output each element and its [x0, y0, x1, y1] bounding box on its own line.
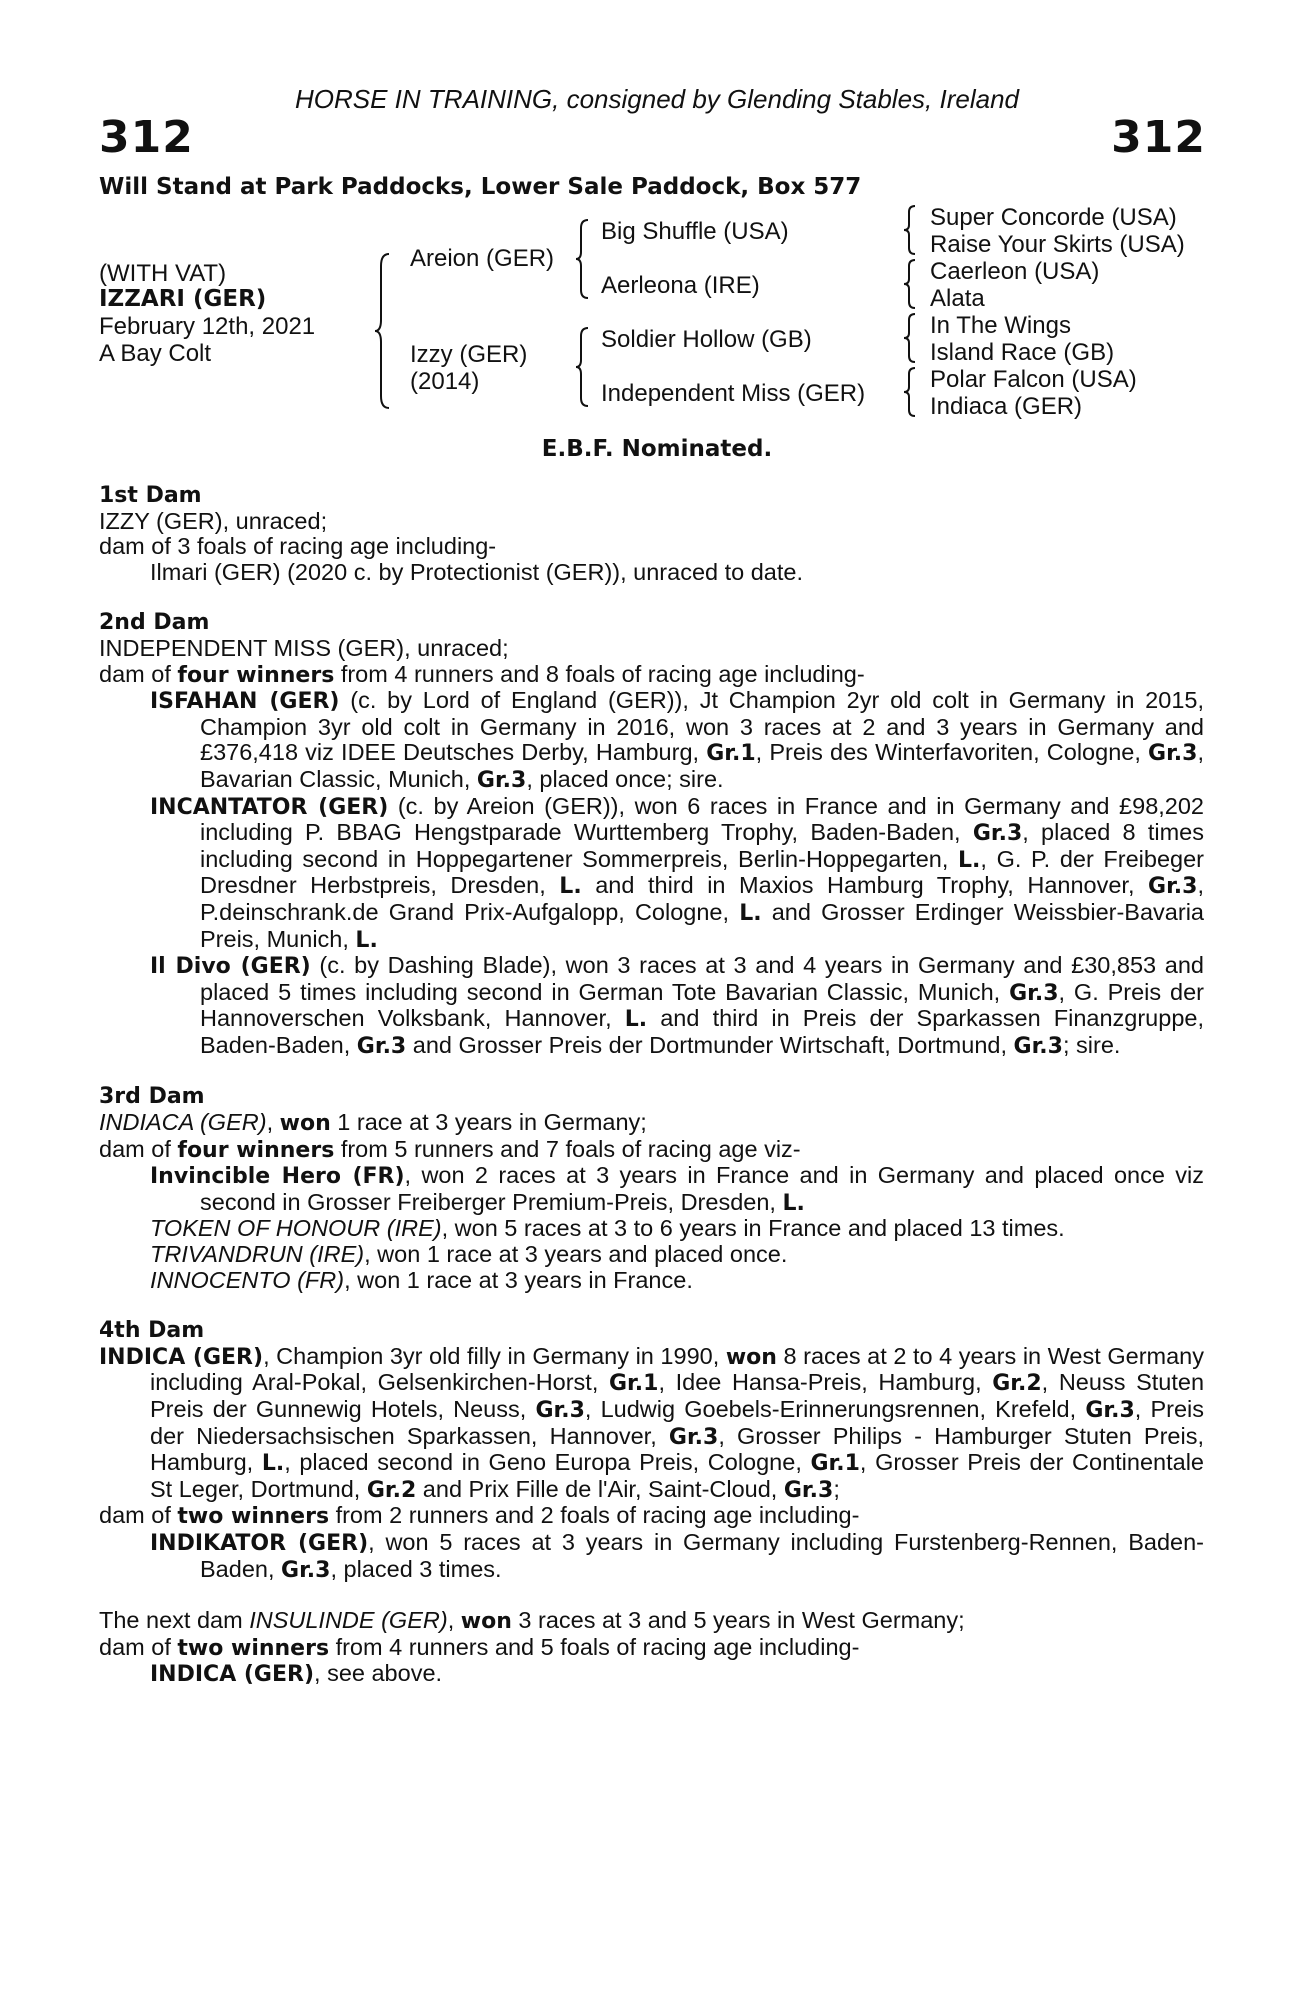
- catalogue-header: HORSE IN TRAINING, consigned by Glending Stables, Ireland: [295, 84, 1019, 114]
- section-heading: 1st Dam: [99, 483, 202, 508]
- dam-line: INDEPENDENT MISS (GER), unraced;: [99, 634, 509, 661]
- lot-number-left: 312: [99, 112, 194, 163]
- produce-entry: Ilmari (GER) (2020 c. by Protectionist (GER)), unraced to date.: [150, 558, 804, 585]
- produce-entry: INDIKATOR (GER), won 5 races at 3 years in Germany including Furstenberg-Rennen, Baden-Baden, Gr.3, placed 3 times.: [150, 1528, 1204, 1583]
- pedigree-brace-dam: [576, 326, 592, 408]
- pedigree-brace-sire: [576, 218, 592, 300]
- ped-dss: In The Wings: [930, 312, 1071, 339]
- dam-produce-line: dam of 3 foals of racing age including-: [99, 533, 497, 560]
- pedigree-brace-dd: [904, 366, 918, 418]
- produce-entry: Il Divo (GER) (c. by Dashing Blade), won 3 races at 3 and 4 years in Germany and £30,853 and placed 5 times including second in German Tote Bavarian Classic, Munich, Gr.3, G. Preis der Hannoverschen Volksbank, Hannover, L. and third in Preis der Sparkassen Finanzgruppe, Baden-Baden, Gr.3 and Grosser Preis der Dortmunder Wirtschaft, Dortmund, Gr.3; sire.: [150, 952, 1204, 1059]
- stand-location: Will Stand at Park Paddocks, Lower Sale Paddock, Box 577: [99, 174, 862, 200]
- horse-dob: February 12th, 2021: [99, 313, 316, 340]
- sire-name: Areion (GER): [410, 245, 555, 272]
- third-dam-section: [99, 1084, 1204, 1293]
- horse-vat: (WITH VAT): [99, 260, 227, 287]
- dam-produce-line: dam of two winners from 4 runners and 5 foals of racing age including-: [99, 1633, 860, 1661]
- next-dam-section: [99, 1608, 1204, 1688]
- produce-entry: TOKEN OF HONOUR (IRE), won 5 races at 3 to 6 years in France and placed 13 times.: [150, 1215, 1065, 1242]
- pedigree-brace-ds: [904, 312, 918, 364]
- section-heading: 3rd Dam: [99, 1084, 205, 1110]
- ped-dds: Polar Falcon (USA): [930, 366, 1137, 393]
- dam-produce-line: dam of four winners from 5 runners and 7 foals of racing age viz-: [99, 1135, 801, 1163]
- dam-dam: Independent Miss (GER): [601, 380, 866, 407]
- pedigree-brace-main: [375, 252, 397, 410]
- family-body: [99, 483, 1204, 1688]
- dam-line: The next dam INSULINDE (GER), won 3 races at 3 and 5 years in West Germany;: [99, 1607, 965, 1635]
- section-heading: 2nd Dam: [99, 610, 210, 636]
- produce-entry: INCANTATOR (GER) (c. by Areion (GER)), won 6 races in France and in Germany and £98,202 including P. BBAG Hengstparade Wurttemberg Trophy, Baden-Baden, Gr.3, placed 8 times including second in Hoppegartener Sommerpreis, Berlin-Hoppegarten, L., G. P. der Freibeger Dresdner Herbstpreis, Dresden, L. and third in Maxios Hamburg Trophy, Hannover, Gr.3, P.deinschrank.de Grand Prix-Aufgalopp, Cologne, L. and Grosser Erdinger Weissbier-Bavaria Preis, Munich, L.: [150, 792, 1205, 953]
- dam-produce-line: dam of two winners from 2 runners and 2 foals of racing age including-: [99, 1502, 860, 1530]
- lot-number-right: 312: [1111, 112, 1206, 163]
- dam-year: (2014): [410, 368, 480, 395]
- dam-sire: Soldier Hollow (GB): [601, 326, 812, 353]
- pedigree-brace-sd: [904, 258, 918, 310]
- first-dam-section: [99, 483, 1204, 585]
- dam-line: INDICA (GER), Champion 3yr old filly in Germany in 1990, won 8 races at 2 to 4 years in West Germany including Aral-Pokal, Gelsenkirchen-Horst, Gr.1, Idee Hansa-Preis, Hamburg, Gr.2, Neuss Stuten Preis der Gunnewig Hotels, Neuss, Gr.3, Ludwig Goebels-Erinnerungsrennen, Krefeld, Gr.3, Preis der Niedersachsischen Sparkassen, Hannover, Gr.3, Grosser Philips - Hamburger Stuten Preis, Hamburg, L., placed second in Geno Europa Preis, Cologne, Gr.1, Grosser Preis der Continentale St Leger, Dortmund, Gr.2 and Prix Fille de l'Air, Saint-Cloud, Gr.3;: [99, 1342, 1205, 1503]
- sire-sire: Big Shuffle (USA): [601, 218, 789, 245]
- produce-entry: Invincible Hero (FR), won 2 races at 3 years in France and in Germany and placed once viz second in Grosser Freiberger Premium-Preis, Dresden, L.: [150, 1162, 1204, 1216]
- second-dam-section: [99, 610, 1204, 1059]
- dam-line: IZZY (GER), unraced;: [99, 507, 328, 534]
- sire-dam: Aerleona (IRE): [601, 272, 760, 299]
- section-heading: 4th Dam: [99, 1318, 205, 1344]
- fourth-dam-section: [99, 1318, 1204, 1583]
- ped-sdd: Alata: [930, 285, 985, 312]
- ped-sss: Super Concorde (USA): [930, 204, 1177, 231]
- dam-produce-line: dam of four winners from 4 runners and 8 foals of racing age including-: [99, 660, 865, 688]
- ped-sds: Caerleon (USA): [930, 258, 1100, 285]
- produce-entry: INDICA (GER), see above.: [150, 1660, 443, 1688]
- dam-name: Izzy (GER): [410, 341, 528, 368]
- ped-ssd: Raise Your Skirts (USA): [930, 231, 1185, 258]
- horse-description: A Bay Colt: [99, 340, 212, 367]
- horse-name: IZZARI (GER): [99, 286, 267, 312]
- ped-dsd: Island Race (GB): [930, 339, 1115, 366]
- pedigree-brace-ss: [904, 204, 918, 256]
- produce-entry: INNOCENTO (FR), won 1 race at 3 years in France.: [150, 1266, 693, 1293]
- produce-entry: ISFAHAN (GER) (c. by Lord of England (GER)), Jt Champion 2yr old colt in Germany in 2015, Champion 3yr old colt in Germany in 2016, won 3 races at 2 and 3 years in Germany and £376,418 viz IDEE Deutsches Derby, Hamburg, Gr.1, Preis des Winterfavoriten, Cologne, Gr.3, Bavarian Classic, Munich, Gr.3, placed once; sire.: [150, 687, 1204, 793]
- produce-entry: TRIVANDRUN (IRE), won 1 race at 3 years and placed once.: [150, 1241, 788, 1268]
- dam-line: INDIACA (GER), won 1 race at 3 years in Germany;: [99, 1109, 647, 1137]
- ebf-nomination: E.B.F. Nominated.: [541, 436, 773, 462]
- ped-ddd: Indiaca (GER): [930, 393, 1083, 420]
